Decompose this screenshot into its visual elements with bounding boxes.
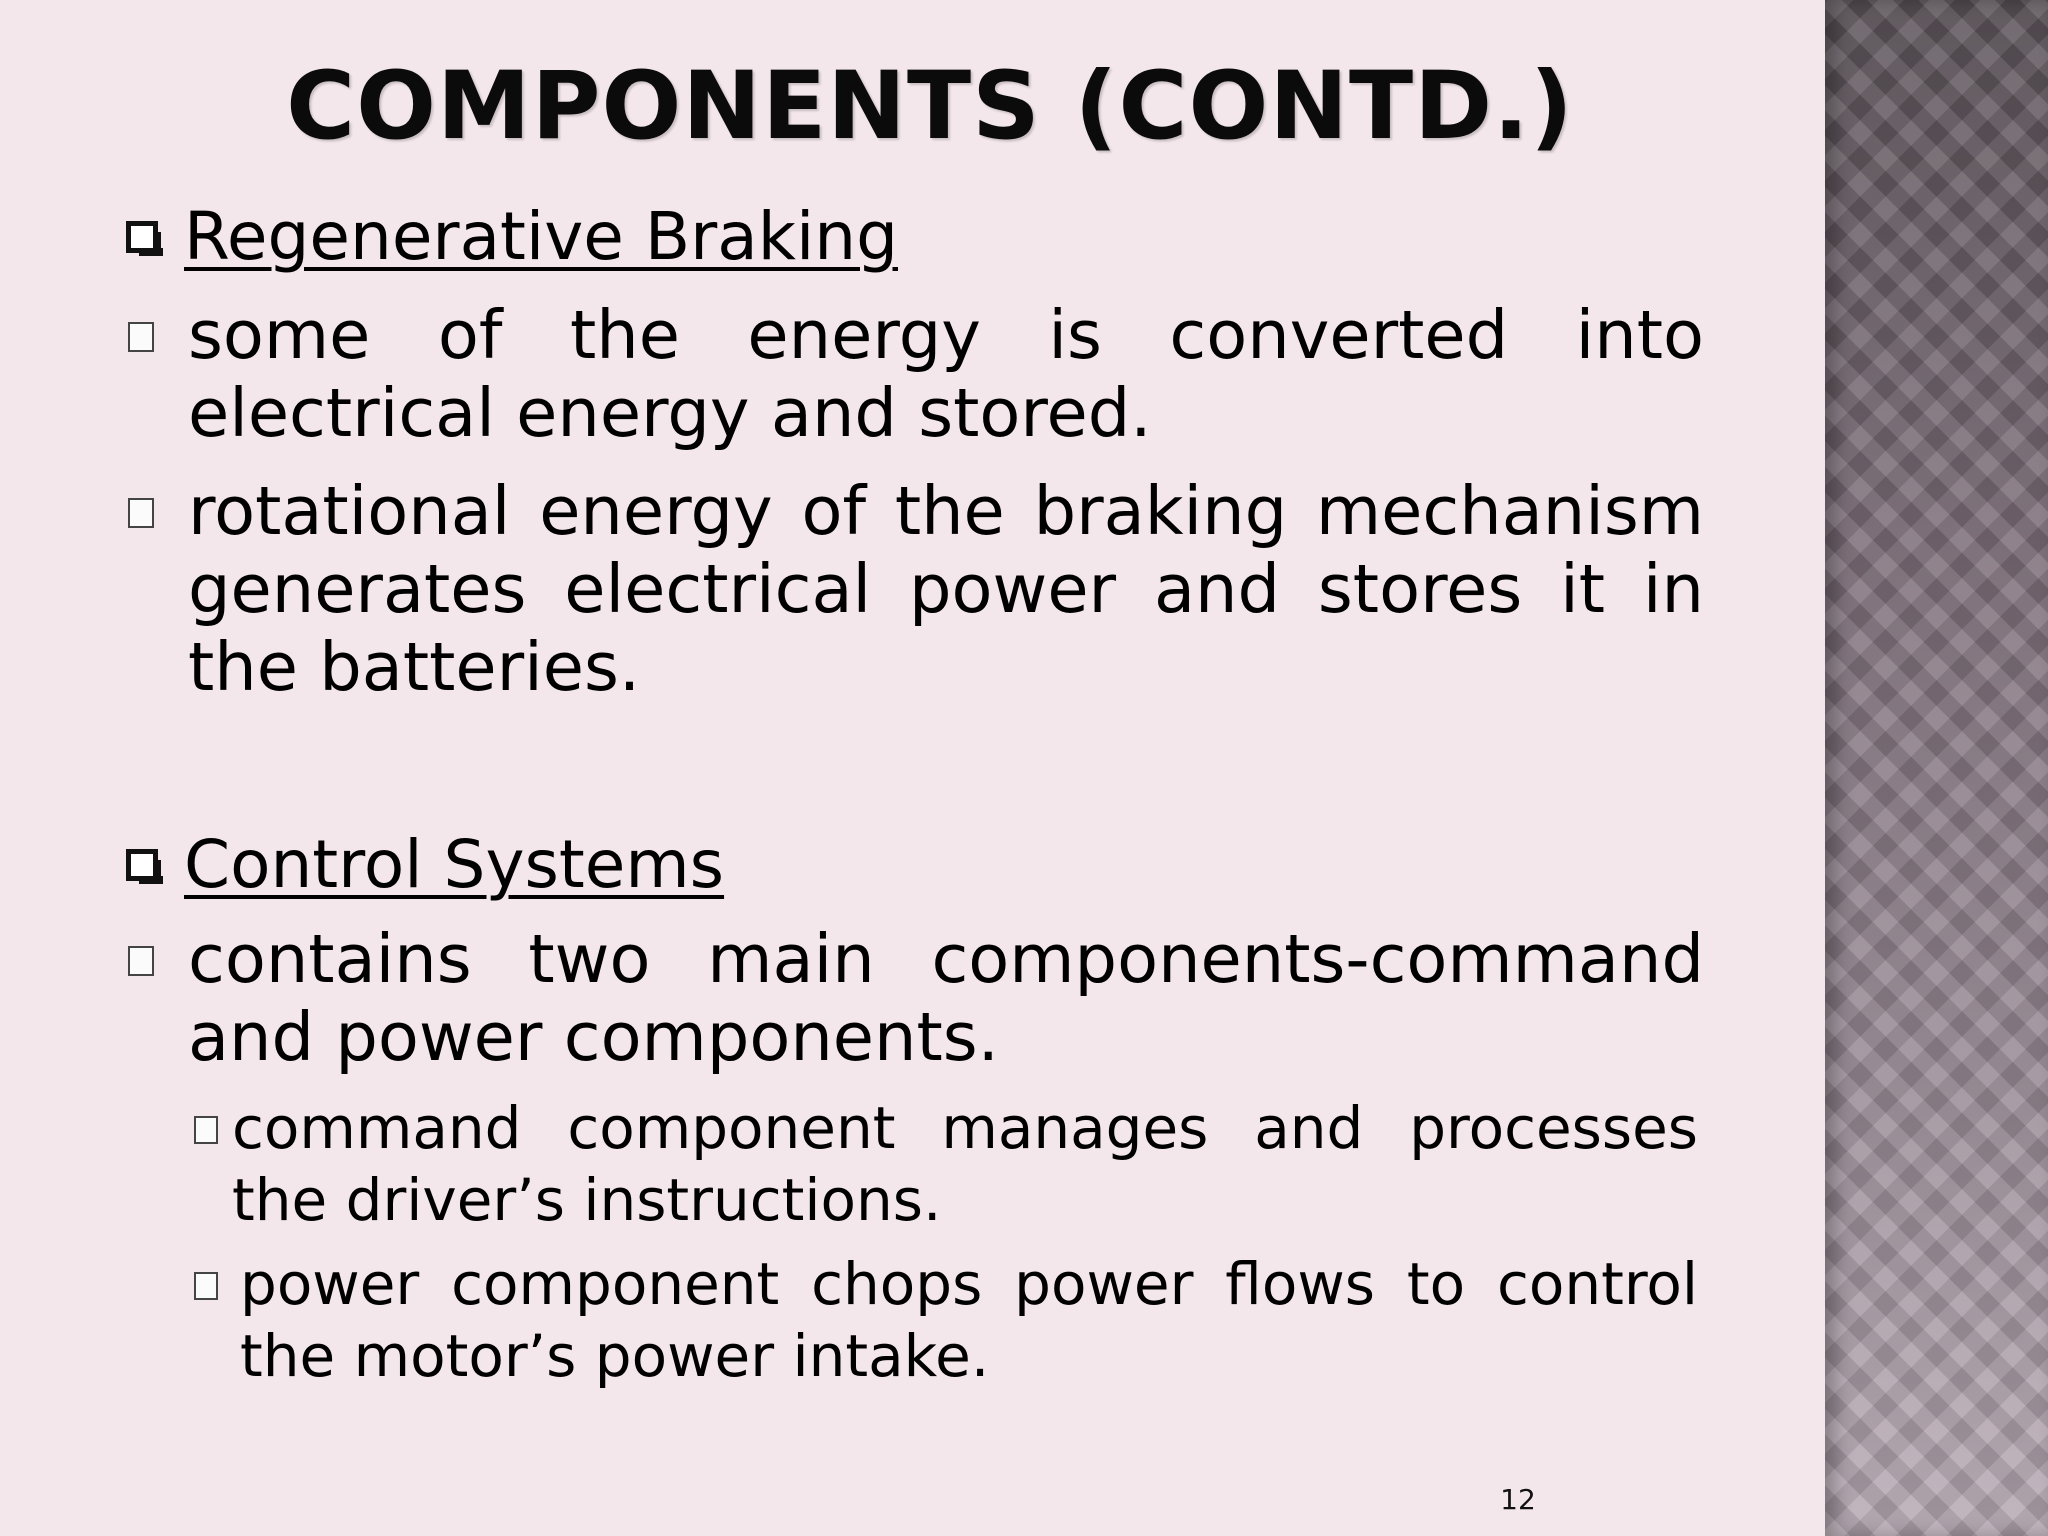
empty-box-bullet-icon bbox=[194, 1272, 218, 1300]
empty-box-bullet-icon bbox=[128, 322, 154, 352]
section-heading-regenerative-braking bbox=[126, 198, 1026, 276]
section-heading-label: Control Systems bbox=[184, 826, 725, 903]
sub-bullet-text: power component chops power flows to control the motor’s power intake. bbox=[240, 1250, 1698, 1390]
bullet-regenerative-1 bbox=[128, 296, 1704, 452]
decorative-side-panel bbox=[1825, 0, 2048, 1536]
sub-bullet-power bbox=[194, 1248, 1698, 1392]
square-bullet-icon bbox=[126, 221, 158, 253]
section-heading-label: Regenerative Braking bbox=[184, 198, 899, 275]
bullet-text: some of the energy is converted into electrical energy and stored. bbox=[188, 296, 1704, 452]
bullet-regenerative-2 bbox=[128, 472, 1704, 706]
bullet-text: contains two main components-command and power components. bbox=[188, 920, 1704, 1076]
section-heading-control-systems bbox=[126, 826, 1026, 904]
empty-box-bullet-icon bbox=[128, 498, 154, 528]
sub-bullet-command bbox=[194, 1092, 1698, 1236]
slide-title: COMPONENTS (CONTD.) bbox=[286, 52, 1574, 161]
sub-bullet-text: command component manages and processes the driver’s instructions. bbox=[232, 1094, 1698, 1234]
bullet-text: rotational energy of the braking mechanism generates electrical power and stores it in the batteries. bbox=[188, 472, 1704, 706]
bullet-control-1 bbox=[128, 920, 1704, 1076]
empty-box-bullet-icon bbox=[194, 1116, 218, 1144]
empty-box-bullet-icon bbox=[128, 946, 154, 976]
page-number: 12 bbox=[1500, 1483, 1536, 1516]
square-bullet-icon bbox=[126, 849, 158, 881]
